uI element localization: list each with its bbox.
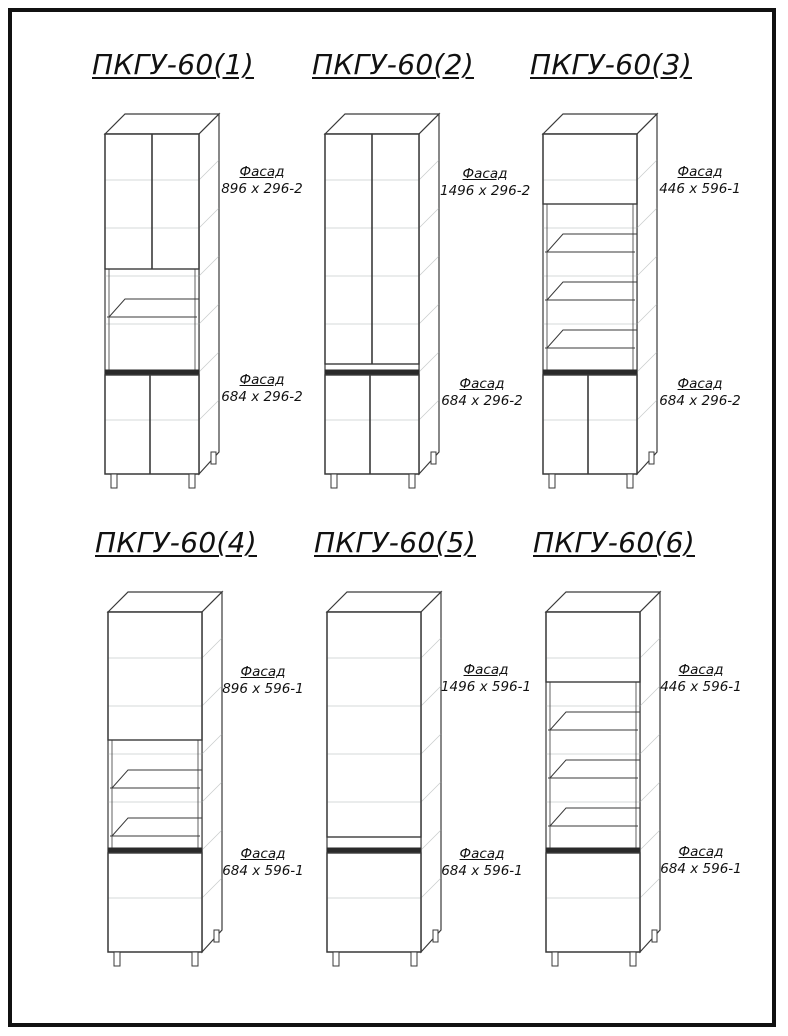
facade-word: Фасад [678, 662, 724, 678]
bottom-facade-size: 684 х 296-2 [441, 393, 523, 409]
cabinet-drawing-3 [540, 108, 670, 558]
cabinet-panel-3 [530, 48, 770, 518]
handle-bar [543, 370, 637, 375]
cabinet-side-face [199, 114, 219, 474]
cabinet-side-face [421, 592, 441, 952]
cabinet-title: ПКГУ-60(6) [533, 526, 695, 559]
cabinet-drawing-4 [105, 586, 235, 1036]
handle-bar [327, 848, 421, 853]
cabinet-panel-5 [314, 526, 554, 996]
cabinet-title: ПКГУ-60(5) [314, 526, 476, 559]
handle-bar [325, 370, 419, 375]
cabinet-leg [214, 930, 219, 942]
cabinet-title: ПКГУ-60(4) [95, 526, 257, 559]
cabinet-leg [431, 452, 436, 464]
facade-word: Фасад [677, 164, 723, 180]
cabinet-front [108, 612, 202, 952]
bottom-facade-label [220, 372, 304, 406]
cabinet-leg [630, 952, 636, 966]
top-facade-size: 896 х 596-1 [222, 681, 304, 697]
bottom-facade-size: 684 х 596-1 [660, 861, 742, 877]
bottom-facade-label [659, 844, 743, 878]
bottom-facade-size: 684 х 296-2 [659, 393, 741, 409]
bottom-facade-label [221, 846, 305, 880]
facade-word: Фасад [240, 664, 286, 680]
cabinet-leg [411, 952, 417, 966]
cabinet-leg [652, 930, 657, 942]
cabinet-drawing-6 [543, 586, 673, 1036]
top-facade-label [220, 164, 304, 198]
bottom-facade-label [658, 376, 742, 410]
facade-word: Фасад [459, 846, 505, 862]
top-facade-label [659, 662, 743, 696]
facade-word: Фасад [677, 376, 723, 392]
cabinet-side-face [640, 592, 660, 952]
top-facade-size: 1496 х 296-2 [440, 183, 531, 199]
bottom-facade-size: 684 х 596-1 [441, 863, 523, 879]
bottom-facade-size: 684 х 596-1 [222, 863, 304, 879]
cabinet-title: ПКГУ-60(2) [312, 48, 474, 81]
cabinet-leg [409, 474, 415, 488]
handle-bar [105, 370, 199, 375]
cabinet-leg [549, 474, 555, 488]
cabinet-panel-4 [95, 526, 335, 996]
facade-word: Фасад [459, 376, 505, 392]
bottom-facade-label [440, 846, 524, 880]
facade-word: Фасад [240, 846, 286, 862]
cabinet-drawing-2 [322, 108, 452, 558]
facade-word: Фасад [239, 164, 285, 180]
top-facade-label [221, 664, 305, 698]
cabinet-front [543, 134, 637, 474]
cabinet-leg [649, 452, 654, 464]
cabinet-front [327, 612, 421, 952]
facade-word: Фасад [463, 662, 509, 678]
top-facade-size: 1496 х 596-1 [440, 679, 532, 695]
cabinet-drawing-1 [102, 108, 232, 558]
cabinet-title: ПКГУ-60(3) [530, 48, 692, 81]
bottom-facade-size: 684 х 296-2 [221, 389, 303, 405]
cabinet-leg [333, 952, 339, 966]
cabinet-leg [433, 930, 438, 942]
top-facade-size: 446 х 596-1 [660, 679, 742, 695]
cabinet-panel-2 [312, 48, 552, 518]
top-facade-label [658, 164, 742, 198]
cabinet-side-face [637, 114, 657, 474]
cabinet-side-face [202, 592, 222, 952]
facade-word: Фасад [239, 372, 285, 388]
cabinet-leg [552, 952, 558, 966]
bottom-facade-label [440, 376, 524, 410]
cabinet-leg [111, 474, 117, 488]
handle-bar [546, 848, 640, 853]
cabinet-side-face [419, 114, 439, 474]
cabinet-front [546, 612, 640, 952]
top-facade-size: 446 х 596-1 [659, 181, 741, 197]
top-facade-size: 896 х 296-2 [221, 181, 303, 197]
facade-word: Фасад [678, 844, 724, 860]
cabinet-leg [627, 474, 633, 488]
top-facade-label [440, 166, 530, 200]
top-facade-label [440, 662, 532, 696]
cabinet-drawing-5 [324, 586, 454, 1036]
cabinet-leg [189, 474, 195, 488]
cabinet-leg [211, 452, 216, 464]
handle-bar [108, 848, 202, 853]
cabinet-leg [331, 474, 337, 488]
facade-word: Фасад [462, 166, 508, 182]
cabinet-title: ПКГУ-60(1) [92, 48, 254, 81]
cabinet-leg [114, 952, 120, 966]
cabinet-leg [192, 952, 198, 966]
cabinet-panel-6 [533, 526, 773, 996]
cabinet-panel-1 [92, 48, 332, 518]
